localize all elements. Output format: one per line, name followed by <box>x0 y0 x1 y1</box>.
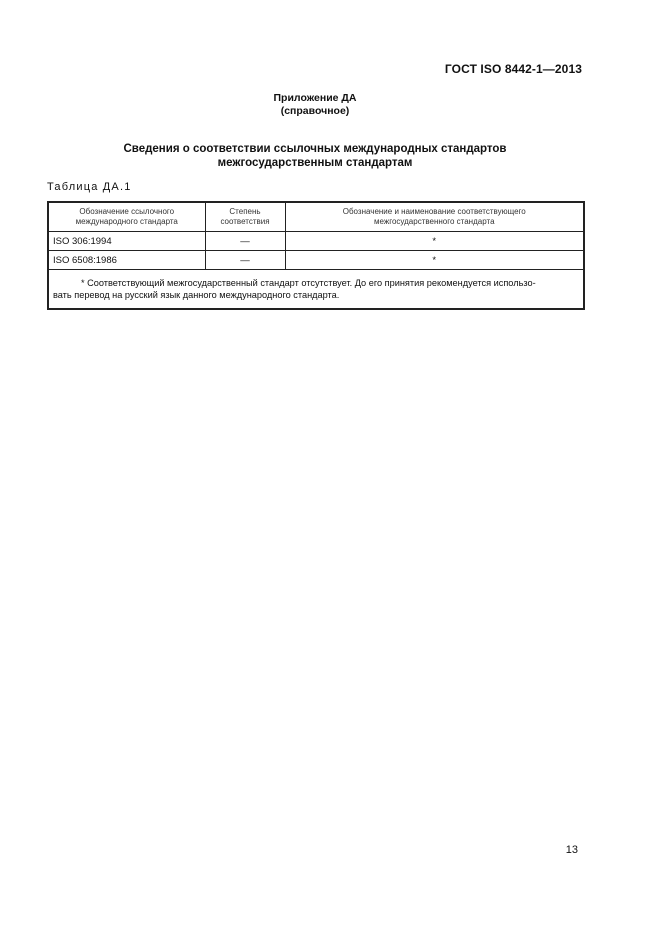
table-footnote-row <box>48 270 584 310</box>
table-label: Таблица ДА.1 <box>47 181 132 193</box>
cell-degree: — <box>205 232 285 251</box>
footnote-line-1: * Соответствующий межгосударственный стандарт отсутствует. До его принятия рекомендуется использо- <box>81 278 536 288</box>
cell-international-code: ISO 6508:1986 <box>48 251 205 270</box>
table-header-row <box>48 202 584 232</box>
table-row <box>48 251 584 270</box>
reference-standards-table <box>47 201 585 310</box>
cell-degree: — <box>205 251 285 270</box>
document-code: ГОСТ ISO 8442-1—2013 <box>444 62 582 76</box>
header-cell-interstate-standard: Обозначение и наименование соответствующего межгосударственного стандарта <box>285 202 584 232</box>
annex-block <box>0 92 630 118</box>
section-heading-line-1: Сведения о соответствии ссылочных международных стандартов <box>123 143 507 155</box>
section-heading-line-2: межгосударственным стандартам <box>217 157 413 169</box>
annex-subtitle: (справочное) <box>280 105 350 117</box>
cell-interstate-standard: * <box>285 232 584 251</box>
header-cell-degree: Степень соответствия <box>205 202 285 232</box>
table-footnote <box>48 270 584 310</box>
header-cell-international-standard: Обозначение ссылочного международного стандарта <box>48 202 205 232</box>
table-row <box>48 232 584 251</box>
cell-interstate-standard: * <box>285 251 584 270</box>
page-number: 13 <box>565 844 578 856</box>
section-heading <box>0 142 630 170</box>
cell-international-code: ISO 306:1994 <box>48 232 205 251</box>
footnote-line-2: вать перевод на русский язык данного международного стандарта. <box>53 290 340 300</box>
annex-title: Приложение ДА <box>273 92 357 104</box>
